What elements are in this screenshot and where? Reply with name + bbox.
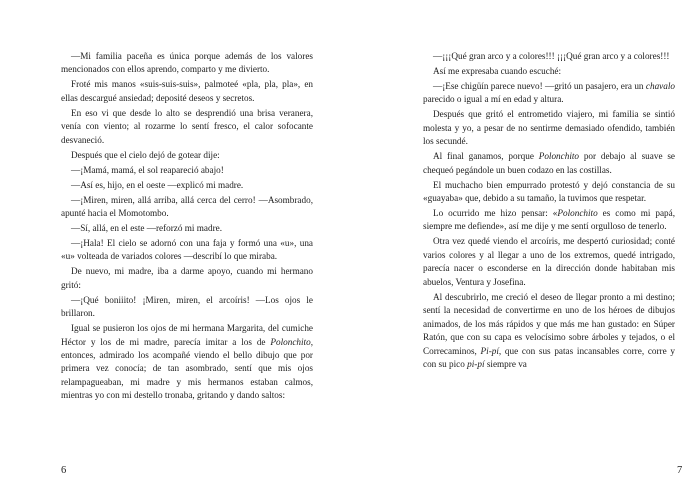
paragraph bbox=[423, 80, 675, 107]
paragraph bbox=[61, 222, 313, 235]
right-page-text bbox=[423, 50, 675, 373]
text-run: —Así es, hijo, en el oeste —explicó mi madre. bbox=[71, 179, 244, 190]
paragraph bbox=[61, 322, 313, 403]
right-page-number: 7 bbox=[677, 465, 683, 476]
text-run: Otra vez quedé viendo el arcoíris, me despertó curiosidad; conté varios colores y al llegar a uno de los extremos, quedé intrigado, parecía nacer o esconderse en la dirección donde habitaban mis abuelos, Ventura y Josefina. bbox=[423, 236, 675, 287]
text-run: Después que gritó el entrometido viajero, mi familia se sintió molesta y yo, a pesar de no sentirme demasiado ofendido, también los secundé. bbox=[423, 109, 675, 147]
paragraph bbox=[61, 179, 313, 192]
text-run: siempre va bbox=[484, 358, 527, 369]
text-run: Al final ganamos, porque bbox=[433, 151, 539, 162]
text-run: es como mi papá, siempre me defiende», así me dije y me sentí orgulloso de tenerlo. bbox=[423, 207, 676, 232]
text-run: —Mi familia paceña es única porque además de los valores mencionados con ellos aprendo, comparto y me divierto. bbox=[61, 51, 313, 75]
paragraph bbox=[423, 179, 675, 206]
text-run: —¡Mamá, mamá, el sol reapareció abajo! bbox=[71, 164, 224, 175]
text-run: por debajo al suave se chequeó pegándole un buen codazo en las costillas. bbox=[423, 151, 675, 175]
text-run: En eso vi que desde lo alto se desprendió una brisa veranera, venía con viento; al rozarme lo sentí fresco, el calor sofocante desvaneció. bbox=[61, 107, 313, 145]
text-run: De nuevo, mi madre, iba a darme apoyo, cuando mi hermano gritó: bbox=[61, 266, 313, 290]
italic-text: chavalo bbox=[645, 80, 675, 91]
italic-text: Polonchito bbox=[557, 207, 598, 218]
paragraph bbox=[61, 294, 313, 321]
right-page bbox=[350, 0, 700, 500]
text-run: Así me expresaba cuando escuché: bbox=[433, 65, 562, 76]
italic-text: Polonchito bbox=[538, 151, 580, 162]
paragraph bbox=[423, 65, 675, 78]
text-run: —¡Miren, miren, allá arriba, allá cerca del cerro! —Asombrado, apunté hacia el Momotombo. bbox=[61, 194, 313, 218]
paragraph bbox=[423, 150, 675, 177]
text-run: —¡Ese chigüín parece nuevo! —gritó un pasajero, era un bbox=[433, 80, 646, 91]
paragraph bbox=[61, 194, 313, 221]
text-run: parecido o igual a mí en edad y altura. bbox=[423, 94, 564, 105]
text-run: Froté mis manos «suis-suis-suis», palmoteé «pla, pla, pla», en ellas descargué ansiedad; deposité deseos y secretos. bbox=[61, 79, 313, 103]
paragraph bbox=[61, 237, 313, 264]
text-run: El muchacho bien empurrado protestó y dejó constancia de su «guayaba» que, debido a su tamaño, la tuvimos que respetar. bbox=[423, 179, 675, 204]
paragraph bbox=[61, 78, 313, 105]
paragraph bbox=[423, 235, 675, 289]
paragraph bbox=[61, 265, 313, 292]
text-run: Al descubrirlo, me creció el deseo de llegar pronto a mi destino; sentí la necesidad de convertirme en uno de los héroes de dibujos animados, de los más rápidos y que más me han gustado: en Súper Ratón, que con su capa es velocísimo sobre árboles y tejados, o el Correcaminos, bbox=[423, 291, 675, 356]
text-run: —¡Qué boniiito! ¡Miren, miren, el arcoíris! —Los ojos le brillaron. bbox=[61, 294, 313, 319]
paragraph bbox=[423, 50, 675, 63]
paragraph bbox=[61, 50, 313, 77]
text-run: —¡¡¡Qué gran arco y a colores!!! ¡¡¡Qué gran arco y a colores!!! bbox=[433, 51, 670, 61]
paragraph bbox=[61, 149, 313, 162]
text-run: —Sí, allá, en el este —reforzó mi madre. bbox=[71, 222, 223, 233]
text-run: , entonces, admirado los acompañé viendo el bello dibujo que por primera vez conocía; de tan asombrado, sentí que mis ojos relampagueaban, mi madre y mis hermanos estaban calmos, mientras yo con mi destello tronaba, gritando y dando saltos: bbox=[61, 336, 313, 401]
paragraph bbox=[61, 107, 313, 147]
paragraph bbox=[423, 291, 675, 372]
paragraph bbox=[61, 164, 313, 177]
text-run: Igual se pusieron los ojos de mi hermana Margarita, del cumiche Héctor y los de mi madre, parecía imitar a los de bbox=[61, 323, 313, 347]
italic-text: Polonchito bbox=[270, 336, 311, 347]
text-run: , que con sus patas incansables corre, corre y con su pico bbox=[423, 345, 675, 369]
text-run: Después que el cielo dejó de gotear dije: bbox=[71, 149, 220, 160]
text-run: Lo ocurrido me hizo pensar: « bbox=[433, 207, 558, 218]
italic-text: Pi-pí bbox=[480, 345, 499, 356]
left-page-text bbox=[61, 50, 313, 404]
italic-text: pi-pí bbox=[467, 358, 485, 369]
left-page-number: 6 bbox=[61, 465, 67, 476]
paragraph bbox=[423, 108, 675, 148]
paragraph bbox=[423, 207, 675, 234]
text-run: —¡Hala! El cielo se adornó con una faja y formó una «u», una «u» volteada de variados colores —describí lo que miraba. bbox=[61, 237, 313, 262]
